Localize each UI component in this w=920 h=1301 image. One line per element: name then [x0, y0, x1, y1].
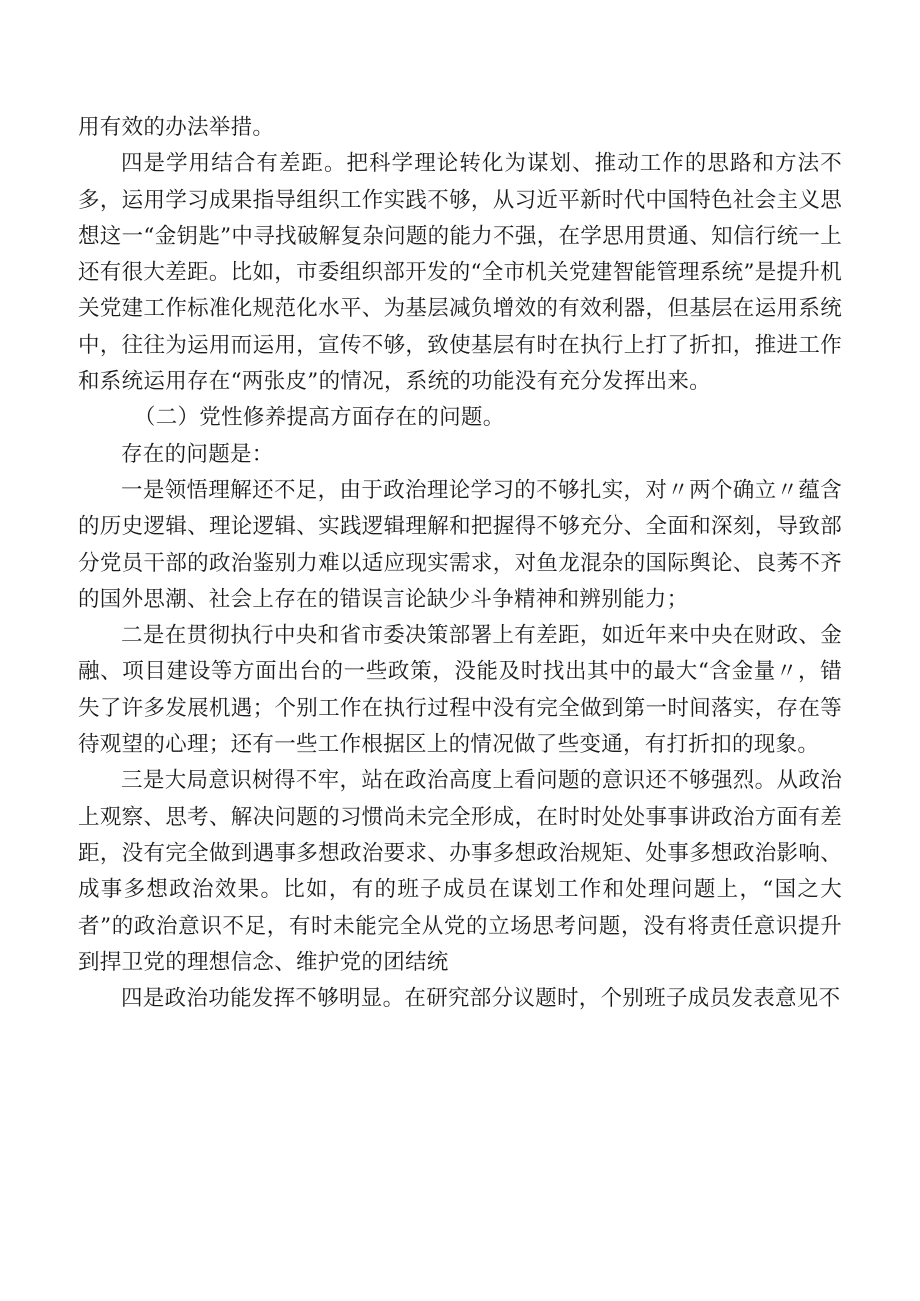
- paragraph-problem-three: 三是大局意识树得不牢，站在政治高度上看问题的意识还不够强烈。从政治上观察、思考、解决问题的习惯尚未完全形成，在时时处处事事讲政治方面有差距，没有完全做到遇事多想政治要求、办事多想政治规矩、处事多想政治影响、成事多想政治效果。比如，有的班子成员在谋划工作和处理问题上，“国之大者”的政治意识不足，有时未能完全从党的立场思考问题，没有将责任意识提升到捍卫党的理想信念、维护党的团结统: [78, 768, 842, 975]
- paragraph-problems-intro: 存在的问题是：: [121, 441, 274, 467]
- document-body: [78, 110, 842, 1017]
- paragraph-continuation: 用有效的办法举措。: [78, 115, 275, 140]
- paragraph-problem-two: 二是在贯彻执行中央和省市委决策部署上有差距，如近年来中央在财政、金融、项目建设等方面出台的一些政策，没能及时找出其中的最大“含金量〃，错失了许多发展机遇；个别工作在执行过程中没有完全做到第一时间落实，存在等待观望的心理；还有一些工作根据区上的情况做了些变通，有打折扣的现象。: [78, 623, 842, 758]
- paragraph-problem-one: 一是领悟理解还不足，由于政治理论学习的不够扎实，对〃两个确立〃蕴含的历史逻辑、理论逻辑、实践逻辑理解和把握得不够充分、全面和深刻，导致部分党员干部的政治鉴别力难以适应现实需求，对鱼龙混杂的国际舆论、良莠不齐的国外思潮、社会上存在的错误言论缺少斗争精神和辨别能力；: [78, 477, 842, 612]
- paragraph-problem-four: 四是政治功能发挥不够明显。在研究部分议题时，个别班子成员发表意见不: [121, 986, 841, 1012]
- paragraph-study-application-gap: 四是学用结合有差距。把科学理论转化为谋划、推动工作的思路和方法不多，运用学习成果指导组织工作实践不够，从习近平新时代中国特色社会主义思想这一“金钥匙”中寻找破解复杂问题的能力不强，在学思用贯通、知信行统一上还有很大差距。比如，市委组织部开发的“全市机关党建智能管理系统”是提升机关党建工作标准化规范化水平、为基层减负增效的有效利器，但基层在运用系统中，往往为运用而运用，宣传不够，致使基层有时在执行上打了折扣，推进工作和系统运用存在“两张皮”的情况，系统的功能没有充分发挥出来。: [78, 151, 842, 395]
- section-heading-party-spirit: （二）党性修养提高方面存在的问题。: [133, 405, 505, 431]
